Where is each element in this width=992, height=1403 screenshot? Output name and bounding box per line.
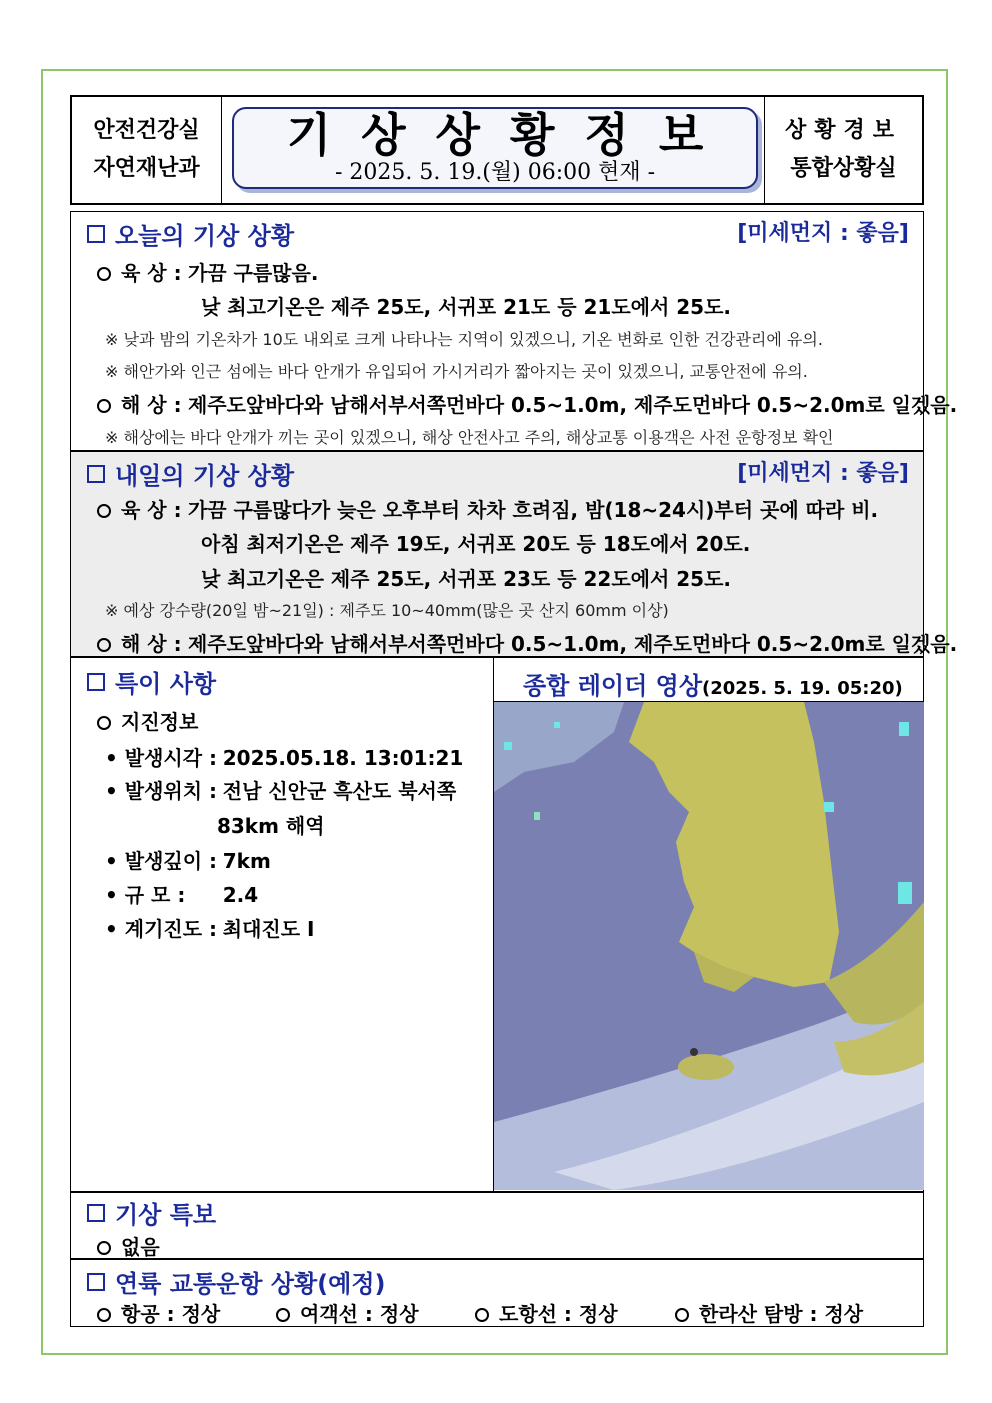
office-block — [764, 97, 922, 203]
quake-value: 전남 신안군 흑산도 북서쪽 — [222, 779, 457, 803]
tomorrow-dust: [미세먼지 : 좋음] — [737, 461, 909, 486]
special-heading — [87, 664, 216, 699]
special-heading-text: 특이 사항 — [115, 670, 217, 698]
quake-row: • 발생깊이 : 7km — [105, 845, 271, 874]
quake-row: • 규 모 : 2.4 — [105, 879, 258, 908]
special-radar-section — [70, 657, 924, 1192]
quake-value: 83km 해역 — [216, 814, 325, 838]
traffic-item — [276, 1298, 419, 1327]
tomorrow-land — [97, 494, 878, 523]
warning-heading-text: 기상 특보 — [115, 1201, 217, 1229]
circle-bullet-icon — [97, 399, 111, 413]
traffic-air: 항공 : 정상 — [121, 1302, 221, 1326]
quake-value: 최대진도 Ⅰ — [222, 917, 315, 941]
today-land-line2: 낮 최고기온은 제주 25도, 서귀포 21도 등 21도에서 25도. — [201, 295, 731, 319]
traffic-item — [675, 1298, 863, 1327]
today-heading — [87, 216, 294, 251]
circle-bullet-icon — [97, 1308, 111, 1322]
traffic-heading — [87, 1264, 386, 1299]
radar-time: (2025. 5. 19. 05:20) — [702, 678, 903, 699]
circle-bullet-icon — [276, 1308, 290, 1322]
tomorrow-section — [70, 451, 958, 657]
tomorrow-sea-line: 제주도앞바다와 남해서부서쪽먼바다 0.5~1.0m, 제주도먼바다 0.5~2.0m로 일겠음. — [187, 632, 958, 656]
quake-label: 발생시각 : — [124, 746, 217, 770]
traffic-island-ferry: 도항선 : 정상 — [499, 1302, 618, 1326]
traffic-section — [70, 1259, 924, 1327]
tomorrow-land-line2: 아침 최저기온은 제주 19도, 서귀포 20도 등 18도에서 20도. — [201, 532, 751, 556]
quake-row: • 발생시각 : 2025.05.18. 13:01:21 — [105, 742, 463, 771]
quake-label: 계기진도 : — [124, 917, 217, 941]
special-item — [97, 706, 198, 735]
tomorrow-note1: ※ 예상 강수량(20일 밤~21일) : 제주도 10~40mm(많은 곳 산지 60mm 이상) — [105, 601, 669, 620]
radar-map — [494, 702, 924, 1190]
today-land-line1: 가끔 구름많음. — [187, 261, 319, 285]
quake-label: 발생위치 : — [124, 779, 217, 803]
radar-caption — [523, 666, 903, 701]
department-line1: 안전건강실 — [93, 118, 200, 143]
traffic-item — [475, 1298, 618, 1327]
tomorrow-sea — [97, 628, 957, 657]
page-title: 기상상황정보 — [286, 108, 734, 162]
checkbox-icon — [87, 673, 105, 691]
quake-row — [105, 810, 325, 839]
quake-value: 2025.05.18. 13:01:21 — [222, 746, 464, 770]
quake-label: 발생깊이 : — [124, 849, 217, 873]
today-land-label: 육 상 : — [121, 261, 182, 285]
tomorrow-sea-label: 해 상 : — [121, 632, 182, 656]
warning-section — [70, 1192, 924, 1259]
special-item-text: 지진정보 — [121, 710, 199, 734]
today-sea-label: 해 상 : — [121, 393, 182, 417]
circle-bullet-icon — [675, 1308, 689, 1322]
tomorrow-heading-text: 내일의 기상 상황 — [115, 462, 294, 490]
traffic-item — [97, 1298, 220, 1327]
department-line2: 자연재난과 — [93, 156, 200, 181]
warning-value — [97, 1231, 160, 1260]
circle-bullet-icon — [97, 716, 111, 730]
title-box — [232, 107, 758, 189]
quake-value: 2.4 — [222, 883, 259, 907]
quake-row: • 계기진도 : 최대진도 Ⅰ — [105, 913, 314, 942]
radar-title: 종합 레이더 영상 — [523, 672, 702, 700]
quake-label: 규 모 : — [124, 883, 186, 907]
quake-row: • 발생위치 : 전남 신안군 흑산도 북서쪽 — [105, 775, 456, 804]
quake-value: 7km — [222, 849, 271, 873]
tomorrow-land-line3: 낮 최고기온은 제주 25도, 서귀포 23도 등 22도에서 25도. — [201, 567, 731, 591]
warning-heading — [87, 1195, 216, 1230]
today-section — [70, 211, 958, 451]
radar-image — [494, 702, 924, 1190]
today-sea — [97, 389, 957, 418]
today-sea-line: 제주도앞바다와 남해서부서쪽먼바다 0.5~1.0m, 제주도먼바다 0.5~2.0m로 일겠음. — [187, 393, 958, 417]
today-note3: ※ 해상에는 바다 안개가 끼는 곳이 있겠으니, 해상 안전사고 주의, 해상교통 이용객은 사전 운항정보 확인 — [105, 428, 834, 447]
circle-bullet-icon — [97, 267, 111, 281]
circle-bullet-icon — [97, 638, 111, 652]
checkbox-icon — [87, 465, 105, 483]
today-dust: [미세먼지 : 좋음] — [737, 221, 909, 246]
department-block — [72, 97, 222, 203]
warning-value-text: 없음 — [121, 1235, 160, 1259]
checkbox-icon — [87, 1273, 105, 1291]
today-note1: ※ 낮과 밤의 기온차가 10도 내외로 크게 나타나는 지역이 있겠으니, 기온 변화로 인한 건강관리에 유의. — [105, 330, 823, 349]
report-date: - 2025. 5. 19.(월) 06:00 현재 - — [334, 160, 656, 185]
office-line2: 통합상황실 — [790, 156, 897, 181]
tomorrow-land-label: 육 상 : — [121, 498, 182, 522]
traffic-hallasan: 한라산 탐방 : 정상 — [699, 1302, 864, 1326]
today-heading-text: 오늘의 기상 상황 — [115, 222, 294, 250]
header — [70, 95, 924, 205]
circle-bullet-icon — [97, 504, 111, 518]
office-line1: 상황경보 — [784, 118, 902, 143]
circle-bullet-icon — [97, 1241, 111, 1255]
circle-bullet-icon — [475, 1308, 489, 1322]
today-note2: ※ 해안가와 인근 섬에는 바다 안개가 유입되어 가시거리가 짧아지는 곳이 있겠으니, 교통안전에 유의. — [105, 362, 808, 381]
tomorrow-heading — [87, 456, 294, 491]
checkbox-icon — [87, 225, 105, 243]
traffic-ferry: 여객선 : 정상 — [300, 1302, 419, 1326]
traffic-heading-text: 연륙 교통운항 상황(예정) — [115, 1270, 386, 1298]
tomorrow-land-line1: 가끔 구름많다가 늦은 오후부터 차차 흐려짐, 밤(18~24시)부터 곳에 따라 비. — [187, 498, 879, 522]
today-land — [97, 257, 318, 286]
checkbox-icon — [87, 1204, 105, 1222]
